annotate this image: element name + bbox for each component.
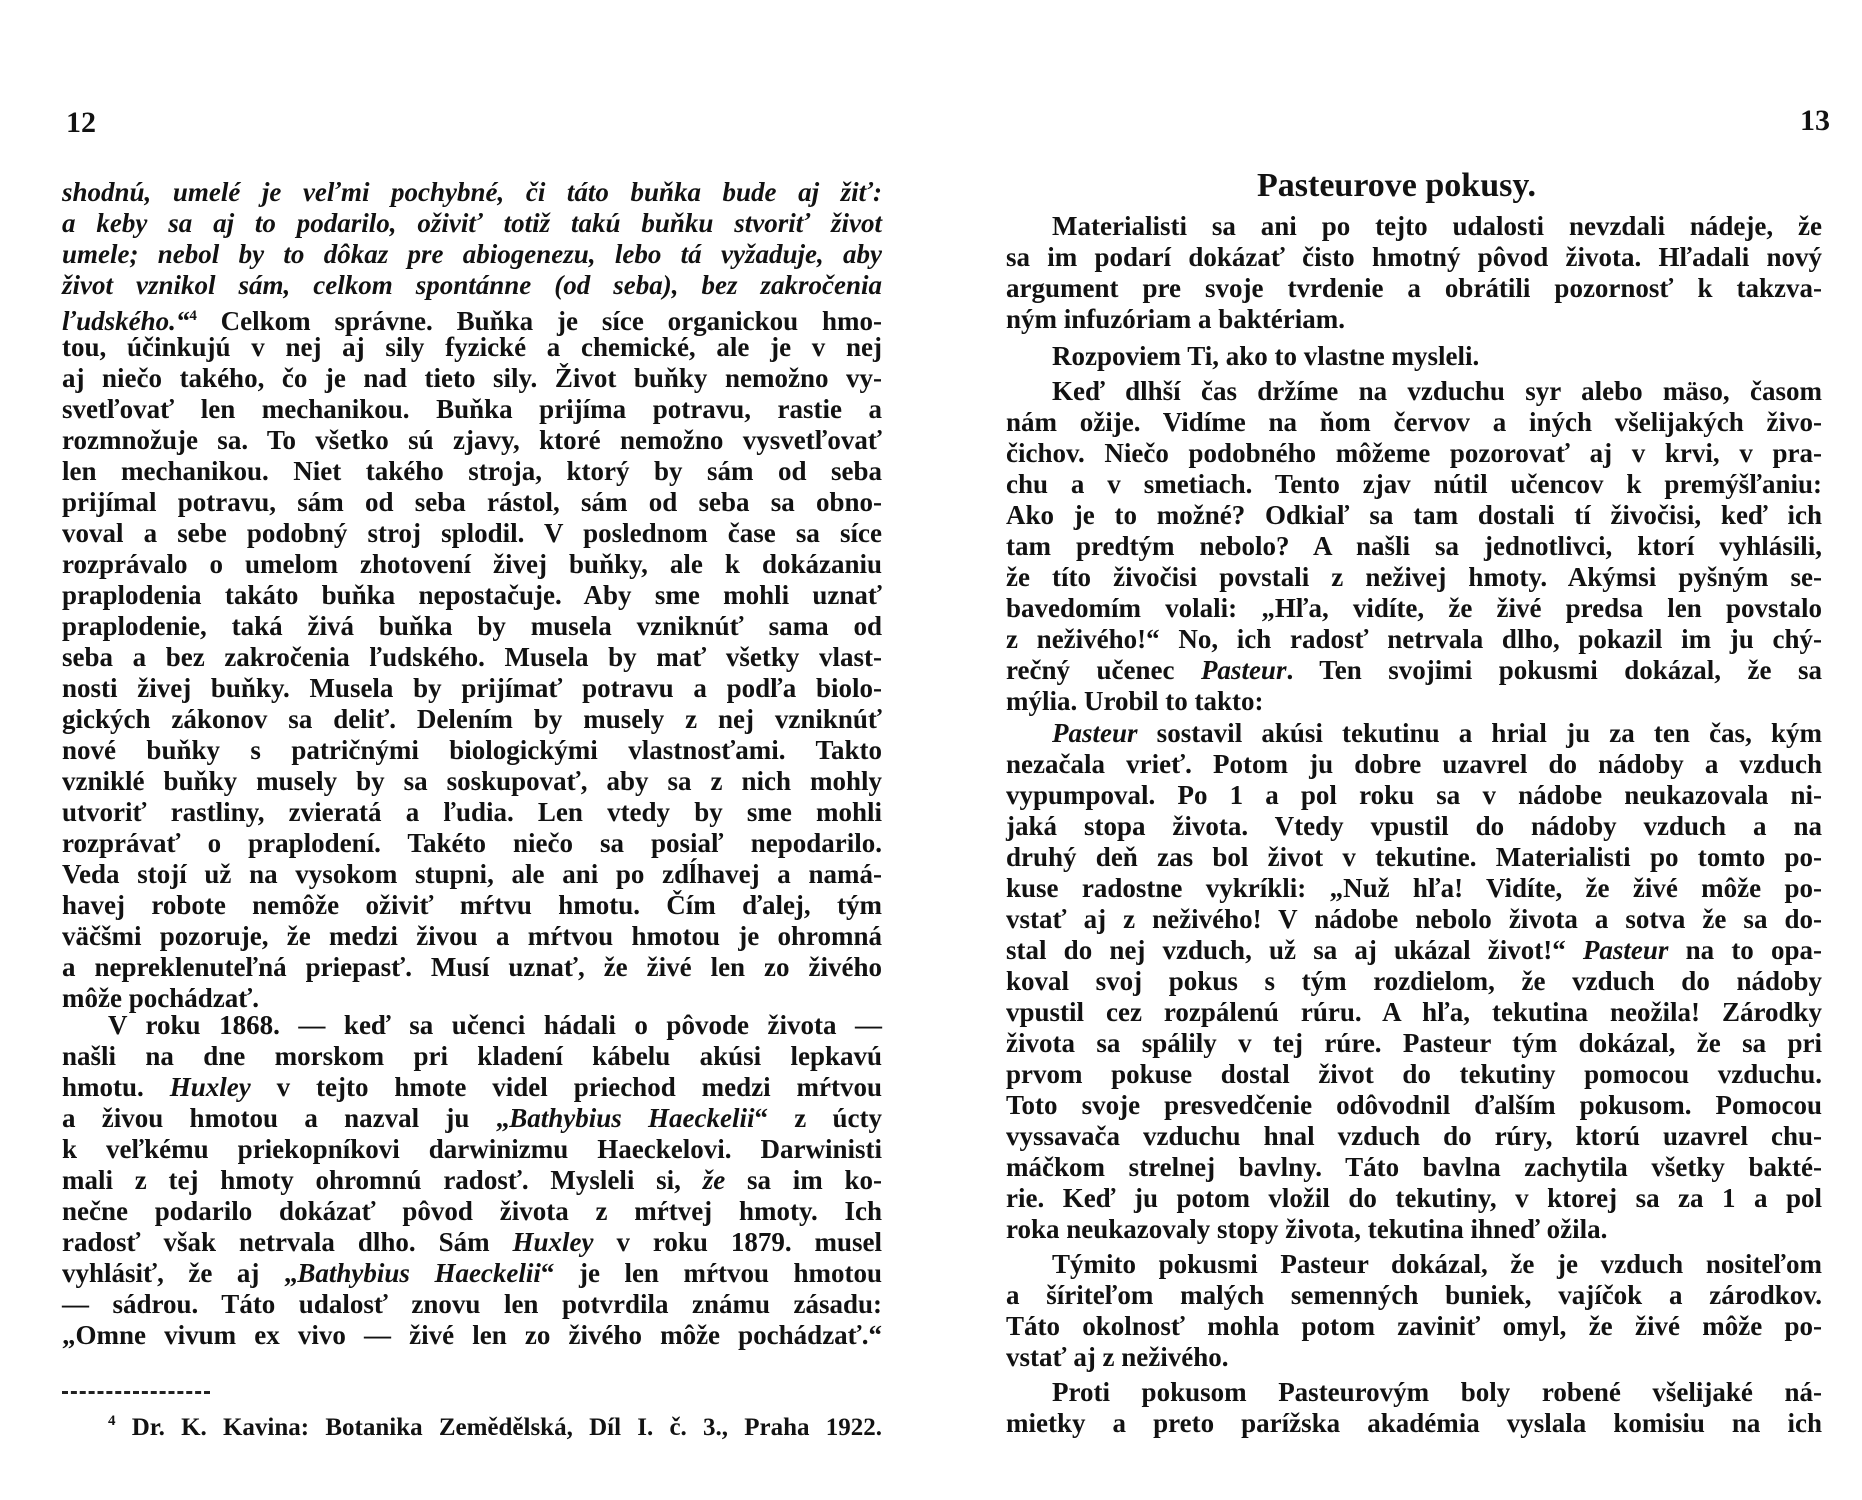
text-line (62, 859, 882, 890)
italic-text: Pasteur (1582, 935, 1669, 965)
text-run: môže pochádzať. (62, 983, 260, 1013)
text-run: nečne podarilo dokázať pôvod života z mŕtvej hmoty. Ich (62, 1196, 882, 1226)
text-line (1006, 242, 1822, 273)
text-line (1006, 686, 1822, 717)
text-run: vyhlásiť, že aj „ (62, 1258, 298, 1288)
text-run: mali z tej hmoty ohromnú radosť. Mysleli si, (62, 1165, 703, 1195)
text-line (1006, 842, 1822, 873)
text-run: čichov. Niečo podobného môžeme pozorovať aj v krvi, v pra- (1006, 438, 1822, 468)
text-run: rozprávalo o umelom zhotovení živej buňky, ale k dokázaniu (62, 549, 882, 579)
paragraph (62, 177, 882, 1014)
text-line (62, 270, 882, 301)
footnote-text: Dr. K. Kavina: Botanika Zemědělská, Díl I. č. 3., Praha 1922. (131, 1414, 882, 1441)
text-run: vypumpoval. Po 1 a pol roku sa v nádobe neukazovala ni- (1006, 780, 1822, 810)
text-line (62, 208, 882, 239)
text-run: V roku 1868. — keď sa učenci hádali o pôvode života — (108, 1010, 882, 1040)
italic-text: a keby sa aj to podarilo, oživiť totiž takú buňku stvoriť život (62, 208, 882, 238)
text-run: ným infuzóriam a baktériam. (1006, 304, 1345, 334)
text-run: na to opa- (1668, 935, 1823, 965)
text-line (62, 611, 882, 642)
text-line (62, 890, 882, 921)
paragraph (1006, 341, 1822, 372)
text-line (62, 673, 882, 704)
text-run: tou, účinkujú v nej aj sily fyzické a chemické, ale je v nej (62, 332, 882, 362)
text-line (1006, 904, 1822, 935)
text-line (62, 1227, 882, 1258)
text-line (62, 239, 882, 270)
text-run: nové buňky s patričnými biologickými vlastnosťami. Takto (62, 735, 882, 765)
text-line (62, 921, 882, 952)
footnote (108, 1406, 882, 1443)
text-line (62, 1103, 882, 1134)
text-line (62, 332, 882, 363)
text-line (62, 1258, 882, 1289)
text-run: bavedomím volali: „Hľa, vidíte, že živé predsa len povstalo (1006, 593, 1822, 623)
italic-text: umele; nebol by to dôkaz pre abiogenezu, lebo tá vyžaduje, aby (62, 239, 882, 269)
text-run: vstať aj z neživého. (1006, 1342, 1229, 1372)
text-run: svetľovať len mechanikou. Buňka prijíma potravu, rastie a (62, 394, 882, 424)
text-run: “ je len mŕtvou hmotou (540, 1258, 882, 1288)
text-line (1006, 1377, 1822, 1408)
text-run: Veda stojí už na vysokom stupni, ale ani po zdĺhavej a namá- (62, 859, 882, 889)
text-line (1006, 341, 1822, 372)
footnote-marker: 4 (108, 1413, 116, 1429)
text-run: havej robote nemôže oživiť mŕtvu hmotu. Čím ďalej, tým (62, 890, 882, 920)
text-run: „Omne vivum ex vivo — živé len zo živého môže pochádzať.“ (62, 1320, 882, 1350)
text-run: nosti živej buňky. Musela by prijímať potravu a podľa biolo- (62, 673, 882, 703)
paragraph (1006, 211, 1822, 335)
chapter-title: Pasteurove pokusy. (1257, 167, 1536, 204)
italic-text: Bathybius Haeckelii (509, 1103, 755, 1133)
text-run: vyssavača vzduchu hnal vzduch do rúry, ktorú uzavrel chu- (1006, 1121, 1822, 1151)
text-line (62, 580, 882, 611)
paragraph (1006, 718, 1822, 1245)
text-run: života sa spálily v tej rúre. Pasteur tým dokázal, že sa pri (1006, 1028, 1822, 1058)
text-run: nezačala vrieť. Potom ju dobre uzavrel do nádoby a vzduch (1006, 749, 1822, 779)
text-run: sa im ko- (725, 1165, 882, 1195)
italic-text: Huxley (512, 1227, 594, 1257)
text-run: a šíriteľom malých semenných buniek, vajíčok a zárodkov. (1006, 1280, 1822, 1310)
text-line (1006, 562, 1822, 593)
text-run: z neživého!“ No, ich radosť netrvala dlho, pokazil im ju chý- (1006, 624, 1822, 654)
right-page (931, 0, 1862, 1500)
text-line (1006, 304, 1822, 335)
text-line (1006, 531, 1822, 562)
text-line (1006, 997, 1822, 1028)
text-line (1006, 1342, 1822, 1373)
text-line (62, 1196, 882, 1227)
text-line (1006, 1028, 1822, 1059)
text-run: rozprávať o praplodení. Takéto niečo sa posiaľ nepodarilo. (62, 828, 882, 858)
text-line (62, 1010, 882, 1041)
text-run: len mechanikou. Niet takého stroja, ktorý by sám od seba (62, 456, 882, 486)
text-line (62, 704, 882, 735)
text-run: — sádrou. Táto udalosť znovu len potvrdila známu zásadu: (62, 1289, 882, 1319)
text-run: a živou hmotou a nazval ju „ (62, 1103, 510, 1133)
text-run: vstať aj z neživého! V nádobe nebolo života a sotva že sa do- (1006, 904, 1822, 934)
italic-text: že (702, 1165, 726, 1195)
text-run: že títo živočisi povstali z neživej hmoty. Akýmsi pyšným se- (1006, 562, 1822, 592)
text-line (1006, 1214, 1822, 1245)
text-run: prvom pokuse dostal život do tekutiny pomocou vzduchu. (1006, 1059, 1822, 1089)
text-run: Materialisti sa ani po tejto udalosti nevzdali nádeje, že (1052, 211, 1822, 241)
text-line (1006, 811, 1822, 842)
text-line (62, 177, 882, 208)
text-run: jaká stopa života. Vtedy vpustil do nádoby vzduch a na (1006, 811, 1822, 841)
text-line (62, 1134, 882, 1165)
text-line (1006, 749, 1822, 780)
text-run: máčkom strelnej bavlny. Táto bavlna zachytila všetky bakté- (1006, 1152, 1822, 1182)
text-run: k veľkému priekopníkovi darwinizmu Haeckelovi. Darwinisti (62, 1134, 882, 1164)
text-line (62, 425, 882, 456)
text-line (62, 1289, 882, 1320)
text-run: praplodenia takáto buňka nepostačuje. Aby sme mohli uznať (62, 580, 882, 610)
text-run: Keď dlhší čas držíme na vzduchu syr alebo mäso, časom (1052, 376, 1822, 406)
text-run: seba a bez zakročenia ľudského. Musela by mať všetky vlast- (62, 642, 882, 672)
italic-text: Pasteur (1052, 718, 1138, 748)
text-run: tam predtým nebolo? A našli sa jednotlivci, ktorí vyhlásili, (1006, 531, 1822, 561)
text-run: rie. Keď ju potom vložil do tekutiny, v ktorej sa za 1 a pol (1006, 1183, 1822, 1213)
text-run: nám ožije. Vidíme na ňom červov a iných všelijakých živo- (1006, 407, 1822, 437)
text-run: “ z úcty (754, 1103, 882, 1133)
text-run: Rozpoviem Ti, ako to vlastne mysleli. (1052, 341, 1480, 371)
text-line (62, 394, 882, 425)
text-line (1006, 718, 1822, 749)
text-line (62, 1320, 882, 1351)
text-line (62, 642, 882, 673)
text-run: Týmito pokusmi Pasteur dokázal, že je vzduch nositeľom (1052, 1249, 1822, 1279)
page-number: 13 (1800, 104, 1830, 137)
text-line (1006, 1090, 1822, 1121)
text-run: rozmnožuje sa. To všetko sú zjavy, ktoré nemožno vysvetľovať (62, 425, 882, 455)
text-line (1006, 438, 1822, 469)
text-run: stal do nej vzduch, už sa aj ukázal život!“ (1006, 935, 1583, 965)
text-line (1006, 1280, 1822, 1311)
italic-text: shodnú, umelé je veľmi pochybné, či táto buňka bude aj žiť: (62, 177, 882, 207)
text-run: praplodenie, taká živá buňka by musela vzniknúť sama od (62, 611, 882, 641)
text-run: Ako je to možné? Odkiaľ sa tam dostali tí živočisi, keď ich (1006, 500, 1822, 530)
text-line (62, 518, 882, 549)
text-line (62, 735, 882, 766)
text-line (1006, 655, 1822, 686)
text-line (62, 363, 882, 394)
text-run: druhý deň zas bol život v tekutine. Materialisti po tomto po- (1006, 842, 1822, 872)
text-run: sa im podarí dokázať čisto hmotný pôvod života. Hľadali nový (1006, 242, 1822, 272)
text-line (62, 549, 882, 580)
text-run: Celkom správne. Buňka je síce organickou hmo- (196, 306, 882, 336)
text-run: roka neukazovaly stopy života, tekutina ihneď ožila. (1006, 1214, 1608, 1244)
italic-text: Pasteur (1200, 655, 1287, 685)
text-run: v roku 1879. musel (593, 1227, 883, 1257)
paragraph (62, 1010, 882, 1351)
text-line (1006, 935, 1822, 966)
text-run: rečný učenec (1006, 655, 1201, 685)
text-run: radosť však netrvala dlho. Sám (62, 1227, 513, 1257)
italic-text: ľudského.“ (62, 306, 190, 336)
text-line (62, 487, 882, 518)
text-line (62, 301, 882, 336)
text-run: Proti pokusom Pasteurovým boly robené všelijaké ná- (1052, 1377, 1822, 1407)
text-line (1006, 1121, 1822, 1152)
text-run: našli na dne morskom pri kladení kábelu akúsi lepkavú (62, 1041, 882, 1071)
page-number: 12 (66, 106, 96, 139)
text-line (62, 952, 882, 983)
text-line (62, 797, 882, 828)
text-run: vpustil cez rozpálenú rúru. A hľa, tekutina neožila! Zárodky (1006, 997, 1822, 1027)
text-run: mýlia. Urobil to takto: (1006, 686, 1264, 716)
text-line (1006, 966, 1822, 997)
text-line (1006, 1183, 1822, 1214)
text-line (1006, 593, 1822, 624)
text-line (1006, 211, 1822, 242)
text-run: sostavil akúsi tekutinu a hrial ju za ten čas, kým (1137, 718, 1822, 748)
italic-text: Bathybius Haeckelii (297, 1258, 541, 1288)
paragraph (1006, 1377, 1822, 1439)
text-run: v tejto hmote videl priechod medzi mŕtvou (250, 1072, 883, 1102)
text-run: . Ten svojimi pokusmi dokázal, že sa (1286, 655, 1822, 685)
paragraph (1006, 376, 1822, 717)
text-line (1006, 376, 1822, 407)
text-line (1006, 624, 1822, 655)
italic-text: Huxley (169, 1072, 251, 1102)
text-run: aj niečo takého, čo je nad tieto sily. Život buňky nemožno vy- (62, 363, 882, 393)
text-line (1006, 1408, 1822, 1439)
text-line (1006, 873, 1822, 904)
text-line (1006, 407, 1822, 438)
text-run: väčšmi pozoruje, že medzi živou a mŕtvou hmotou je ohromná (62, 921, 882, 951)
text-run: koval svoj pokus s tým rozdielom, že vzduch do nádoby (1006, 966, 1822, 996)
text-run: chu a v smetiach. Tento zjav nútil učencov k premýšľaniu: (1006, 469, 1822, 499)
footnote-reference: 4 (189, 308, 197, 324)
text-line (1006, 780, 1822, 811)
text-run: kuse radostne vykríkli: „Nuž hľa! Vidíte, že živé môže po- (1006, 873, 1822, 903)
text-line (1006, 1249, 1822, 1280)
text-line (1006, 500, 1822, 531)
text-line (1006, 469, 1822, 500)
text-line (1006, 1152, 1822, 1183)
text-run: Toto svoje presvedčenie odôvodnil ďalším pokusom. Pomocou (1006, 1090, 1822, 1120)
text-run: gických zákonov sa deliť. Delením by musely z nej vzniknúť (62, 704, 882, 734)
text-run: utvoriť rastliny, zvieratá a ľudia. Len vtedy by sme mohli (62, 797, 882, 827)
paragraph (1006, 1249, 1822, 1373)
text-run: Táto okolnosť mohla potom zaviniť omyl, že živé môže po- (1006, 1311, 1822, 1341)
text-run: mietky a preto parížska akadémia vyslala komisiu na ich (1006, 1408, 1822, 1438)
text-line (1006, 273, 1822, 304)
text-run: argument pre svoje tvrdenie a obrátili pozornosť k takzva- (1006, 273, 1822, 303)
text-line (1006, 1311, 1822, 1342)
text-line (1006, 1059, 1822, 1090)
text-run: vzniklé buňky musely by sa soskupovať, aby sa z nich mohly (62, 766, 882, 796)
text-line (62, 828, 882, 859)
text-run: prijímal potravu, sám od seba rástol, sám od seba sa obno- (62, 487, 882, 517)
text-line (62, 1165, 882, 1196)
text-run: voval a sebe podobný stroj splodil. V poslednom čase sa síce (62, 518, 882, 548)
text-run: hmotu. (62, 1072, 170, 1102)
text-line (62, 456, 882, 487)
italic-text: život vznikol sám, celkom spontánne (od seba), bez zakročenia (62, 270, 882, 300)
text-line (62, 1041, 882, 1072)
text-run: a nepreklenuteľná priepasť. Musí uznať, že živé len zo živého (62, 952, 882, 982)
text-line (62, 1072, 882, 1103)
footnote-divider (62, 1391, 210, 1394)
text-line (62, 766, 882, 797)
